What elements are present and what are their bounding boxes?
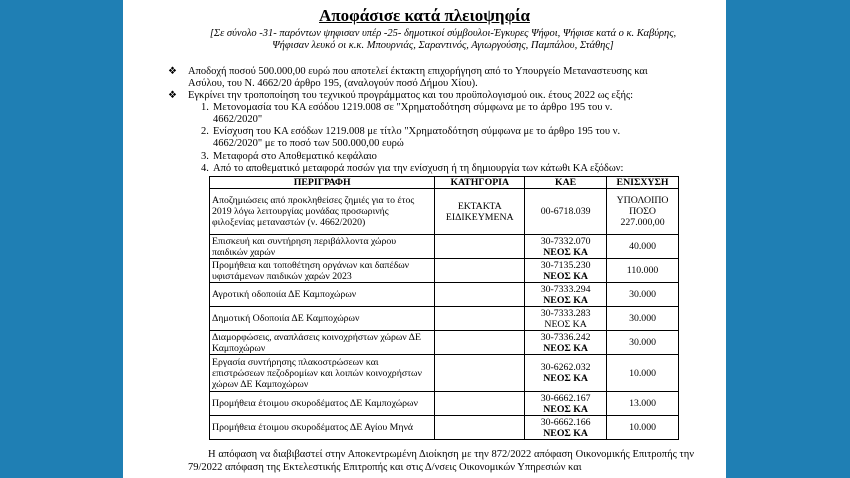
kae-code: 30-6662.167 [540, 392, 591, 404]
cell-kae [525, 355, 607, 392]
list-item-3 [201, 151, 713, 163]
list-item-line: Μεταφορά στο Αποθεματικό κεφάλαιο [213, 151, 377, 162]
table-row [210, 189, 679, 235]
new-ka-label: ΝΕΟΣ ΚΑ [544, 318, 587, 330]
cell-amount: 110.000 [607, 259, 679, 283]
cell-description: Διαμορφώσεις, αναπλάσεις κοινοχρήστων χώρων ΔΕ Καμποχώρων [210, 331, 435, 355]
header-description: ΠΕΡΙΓΡΑΦΗ [210, 177, 435, 189]
cell-kae: 00-6718.039 [525, 189, 607, 235]
cell-category [435, 235, 525, 259]
list-item-number: 1. [201, 102, 209, 113]
new-ka-label: ΝΕΟΣ ΚΑ [543, 373, 588, 384]
cell-kae [525, 416, 607, 440]
kae-code: 30-7333.283 [540, 307, 591, 319]
new-ka-label: ΝΕΟΣ ΚΑ [543, 270, 588, 282]
cell-amount: 30.000 [607, 331, 679, 355]
list-item-line: Από το αποθεματικό μεταφορά ποσών για την ενίσχυση ή τη δημιουργία των κάτωθι ΚΑ εξόδων: [213, 163, 624, 174]
cell-kae [525, 259, 607, 283]
bullet-acceptance [168, 66, 708, 90]
kae-code: 30-7336.242 [540, 331, 591, 343]
table-row [210, 259, 679, 283]
bullet-approval [168, 90, 708, 102]
cell-category [435, 355, 525, 392]
expense-table [209, 176, 679, 440]
cell-amount: 13.000 [607, 392, 679, 416]
decision-title: Αποφάσισε κατά πλειοψηφία [319, 6, 530, 25]
cell-category [435, 331, 525, 355]
footer-paragraph: Η απόφαση να διαβιβαστεί στην Αποκεντρωμένη Διοίκηση με την 872/2022 απόφαση Οικονομικής Επιτροπής την 79/2022 απόφαση της Εκτελεστικής Επιτροπής και στις Δ/νσεις Οικονομικών Υπηρεσιών και [188, 449, 694, 473]
cell-amount: 30.000 [607, 283, 679, 307]
cell-amount: 10.000 [607, 355, 679, 392]
kae-code: 30-7333.294 [540, 283, 591, 295]
bullet-approval-text: Εγκρίνει την τροποποίηση του τεχνικού προγράμματος και του προϋπολογισμού οικ. έτους 2022 ως εξής: [188, 90, 634, 101]
cell-description: Δημοτική Οδοποιία ΔΕ Καμποχώρων [210, 307, 435, 331]
table-row [210, 235, 679, 259]
cell-category [435, 416, 525, 440]
cell-kae [525, 331, 607, 355]
cell-amount: 30.000 [607, 307, 679, 331]
cell-description: Αγροτική οδοποιία ΔΕ Καμποχώρων [210, 283, 435, 307]
vote-summary-line-1: [Σε σύνολο -31- παρόντων ψηφισαν υπέρ -25- δημοτικοί σύμβουλοι-Έγκυρες Ψήφοι, Ψήφισε κατά ο κ. Καβύρης, [209, 28, 677, 39]
cell-description: Προμήθεια έτοιμου σκυροδέματος ΔΕ Καμποχώρων [210, 392, 435, 416]
new-ka-label: ΝΕΟΣ ΚΑ [543, 246, 588, 258]
table-row [210, 392, 679, 416]
kae-code: 30-6662.166 [540, 416, 591, 428]
diamond-bullet-icon: ❖ [168, 66, 177, 77]
cell-description: Εργασία συντήρησης πλακοστρώσεων και επιστρώσεων πεζοδρομίων και λοιπών κοινοχρήστων χώρων ΔΕ Καμποχώρων [210, 355, 435, 392]
table-row [210, 307, 679, 331]
cell-category [435, 283, 525, 307]
list-item-line: 4662/2020" με το ποσό των 500.000,00 ευρώ [213, 138, 404, 149]
table-row [210, 331, 679, 355]
table-row [210, 416, 679, 440]
cell-amount: 40.000 [607, 235, 679, 259]
cell-description: Προμήθεια έτοιμου σκυροδέματος ΔΕ Αγίου Μηνά [210, 416, 435, 440]
cell-amount: 10.000 [607, 416, 679, 440]
kae-code: 30-7135.230 [540, 259, 591, 271]
bullet-acceptance-line-1: Αποδοχή ποσού 500.000,00 ευρώ που αποτελεί έκτακτη επιχορήγηση από το Υπουργείο Μεταναστευσης και [188, 66, 648, 77]
cell-category [435, 392, 525, 416]
list-item-number: 3. [201, 151, 209, 162]
cell-amount: ΥΠΟΛΟΙΠΟ ΠΟΣΟ 227.000,00 [607, 189, 679, 235]
vote-summary-line-2: Ψήφισαν λευκό οι κ.κ. Μπουρνιάς, Σαραντινός, Αγιωργούσης, Παμπάλου, Στάθης] [272, 40, 614, 51]
list-item-line: Ενίσχυση του ΚΑ εσόδων 1219.008 με τίτλο "Χρηματοδότηση σύμφωνα με το άρθρο 195 του ν. [213, 126, 621, 137]
cell-description: Προμήθεια και τοποθέτηση οργάνων και δαπέδων υφιστάμενων παιδικών χαρών 2023 [210, 259, 435, 283]
table-header-row [210, 177, 679, 189]
new-ka-label: ΝΕΟΣ ΚΑ [543, 403, 588, 415]
cell-category: ΕΚΤΑΚΤΑ ΕΙΔΙΚΕΥΜΕΝΑ [435, 189, 525, 235]
cell-kae [525, 235, 607, 259]
new-ka-label: ΝΕΟΣ ΚΑ [543, 427, 588, 439]
table-row [210, 283, 679, 307]
cell-category [435, 259, 525, 283]
cell-kae [525, 307, 607, 331]
cell-description: Επισκευή και συντήρηση περιβάλλοντα χώρου παιδικών χαρών [210, 235, 435, 259]
cell-category [435, 307, 525, 331]
kae-code: 30-6262.032 [540, 362, 591, 373]
document-page [123, 0, 726, 478]
list-item-number: 2. [201, 126, 209, 137]
list-item-number: 4. [201, 163, 209, 174]
list-item-2 [201, 126, 713, 150]
list-item-4 [201, 163, 713, 175]
diamond-bullet-icon: ❖ [168, 90, 177, 101]
bullet-acceptance-line-2: Ασύλου, του Ν. 4662/20 άρθρο 195, (αναλογούν ποσό Δήμου Χίου). [188, 78, 478, 89]
new-ka-label: ΝΕΟΣ ΚΑ [543, 342, 588, 354]
list-item-line: 4662/2020" [213, 114, 263, 125]
list-item-line: Μετονομασία του ΚΑ εσόδου 1219.008 σε "Χρηματοδότηση σύμφωνα με το άρθρο 195 του ν. [213, 102, 613, 113]
table-row [210, 355, 679, 392]
list-item-1 [201, 102, 713, 126]
cell-kae [525, 283, 607, 307]
new-ka-label: ΝΕΟΣ ΚΑ [543, 294, 588, 306]
vote-summary [173, 28, 713, 52]
header-kae: ΚΑΕ [525, 177, 607, 189]
header-amount: ΕΝΙΣΧΥΣΗ [607, 177, 679, 189]
cell-kae [525, 392, 607, 416]
header-category: ΚΑΤΗΓΟΡΙΑ [435, 177, 525, 189]
cell-description: Αποζημιώσεις από προκληθείσες ζημιές για το έτος 2019 λόγω λειτουργίας μονάδας προσωρινής φιλοξενίας μεταναστών (ν. 4662/2020) [210, 189, 435, 235]
kae-code: 30-7332.070 [540, 235, 591, 247]
